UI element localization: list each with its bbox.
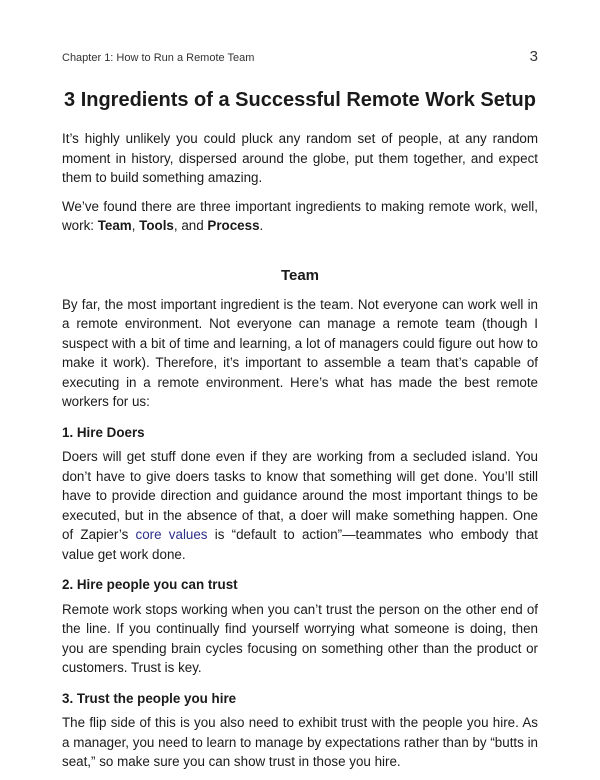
document-page <box>62 0 538 772</box>
item-paragraph: Doers will get stuff done even if they are working from a secluded island. You don’t have to give doers tasks to know that something will get done. You’ll still have to provide direction and guidance around the most important things to be executed, but in the absence of that, a doer will make something happen. One of Zapier’s core values is “default to action”—teammates who embody that value get work done. <box>62 449 538 562</box>
team-paragraph: By far, the most important ingredient is the team. Not everyone can work well in a remote environment. Not everyone can manage a remote team (though I suspect with a bit of time and learning, a lot of managers could figure out how to make it work). Therefore, it’s important to assemble a team that’s capable of executing in a remote environment. Here’s what has made the best remote workers for us: <box>62 296 538 409</box>
page-title: 3 Ingredients of a Successful Remote Work Setup <box>64 89 536 111</box>
item-paragraph: Remote work stops working when you can’t trust the person on the other end of the line. If you continually find yourself worrying what someone is doing, then you are spending brain cycles focusing on something other than the product or customers. Trust is key. <box>62 601 538 675</box>
item-heading: 3. Trust the people you hire <box>62 690 237 706</box>
section-heading: Team <box>280 266 320 284</box>
page-number: 3 <box>529 48 538 65</box>
item-heading: 2. Hire people you can trust <box>62 577 238 592</box>
item-heading: 1. Hire Doers <box>62 424 145 440</box>
ingredients-paragraph: We’ve found there are three important ingredients to making remote work, well, work: Team, Tools, and Process. <box>62 198 538 233</box>
item-paragraph: The flip side of this is you also need to exhibit trust with the people you hire. As a manager, you need to learn to manage by expectations rather than by “butts in seat,” so make sure you can show trust in those you hire. <box>62 715 538 769</box>
intro-paragraph: It’s highly unlikely you could pluck any random set of people, at any random moment in history, dispersed around the globe, put them together, and expect them to build something amazing. <box>62 131 538 185</box>
running-header: Chapter 1: How to Run a Remote Team <box>62 52 255 64</box>
running-header-row <box>62 48 538 65</box>
core-values-link[interactable]: core values <box>135 527 208 542</box>
